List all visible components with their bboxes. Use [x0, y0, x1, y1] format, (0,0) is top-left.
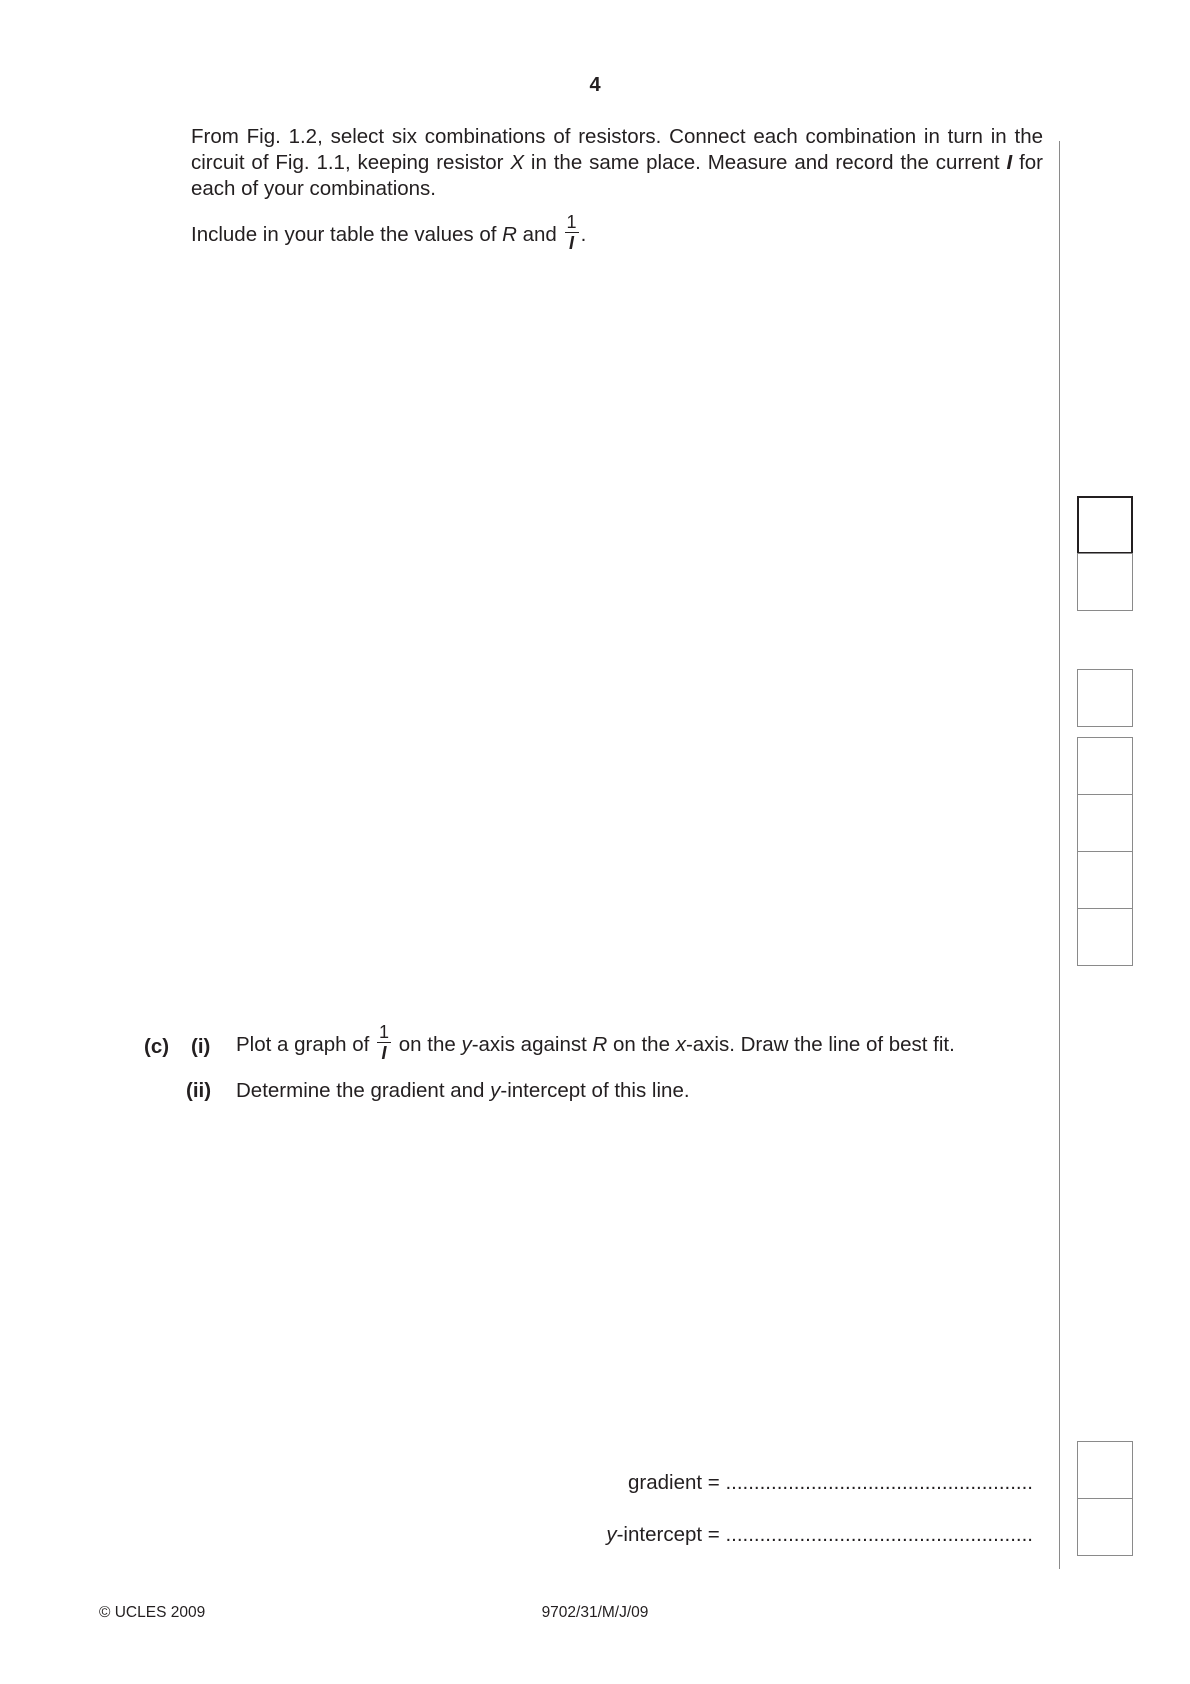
fraction-one-over-i: $\frac{1}{I}$	[379, 1022, 390, 1063]
question-c-label: (c)	[144, 1035, 170, 1058]
footer-paper-code: 9702/31/M/J/09	[541, 1604, 649, 1621]
question-c-ii-text: Determine the gradient and y-intercept of this line.	[236, 1079, 690, 1102]
mark-box	[1077, 496, 1133, 554]
mark-box	[1077, 851, 1133, 909]
gradient-label: gradient =	[627, 1471, 726, 1494]
instruction-paragraph-1: From Fig. 1.2, select six combinations of resistors. Connect each combination in turn in the circuit of Fig. 1.1, keeping resistor X in the same place. Measure and record the current I for each of your combinations.	[191, 125, 1043, 200]
y-intercept-dots: ......................................................	[725, 1523, 1033, 1546]
variable-r: R	[502, 222, 517, 246]
mark-box	[1077, 1498, 1133, 1556]
mark-box	[1077, 737, 1133, 795]
question-c-i-label: (i)	[191, 1035, 211, 1058]
variable-x: X	[510, 151, 524, 174]
footer-copyright: © UCLES 2009	[99, 1604, 206, 1621]
margin-rule	[1059, 141, 1060, 1569]
variable-i: I	[1006, 151, 1013, 174]
instruction-paragraph-2: Include in your table the values of R and $\frac{1}{I}$ .	[191, 212, 587, 253]
mark-box	[1077, 553, 1133, 611]
question-c-ii-label: (ii)	[186, 1079, 212, 1102]
mark-box	[1077, 669, 1133, 727]
mark-box	[1077, 1441, 1133, 1499]
gradient-dots: ......................................................	[725, 1471, 1033, 1494]
y-intercept-answer-line[interactable]: y-intercept = ......................................................	[606, 1523, 1033, 1546]
gradient-answer-line[interactable]	[628, 1470, 1033, 1496]
mark-box	[1077, 908, 1133, 966]
y-intercept-label: -intercept =	[616, 1523, 726, 1546]
fraction-one-over-i: $\frac{1}{I}$	[566, 212, 577, 253]
page-number: 4	[589, 74, 601, 96]
mark-box	[1077, 794, 1133, 852]
question-c-i-text: Plot a graph of $\frac{1}{I}$ on the y-axis against R on the x-axis. Draw the line of best fit.	[236, 1022, 955, 1063]
